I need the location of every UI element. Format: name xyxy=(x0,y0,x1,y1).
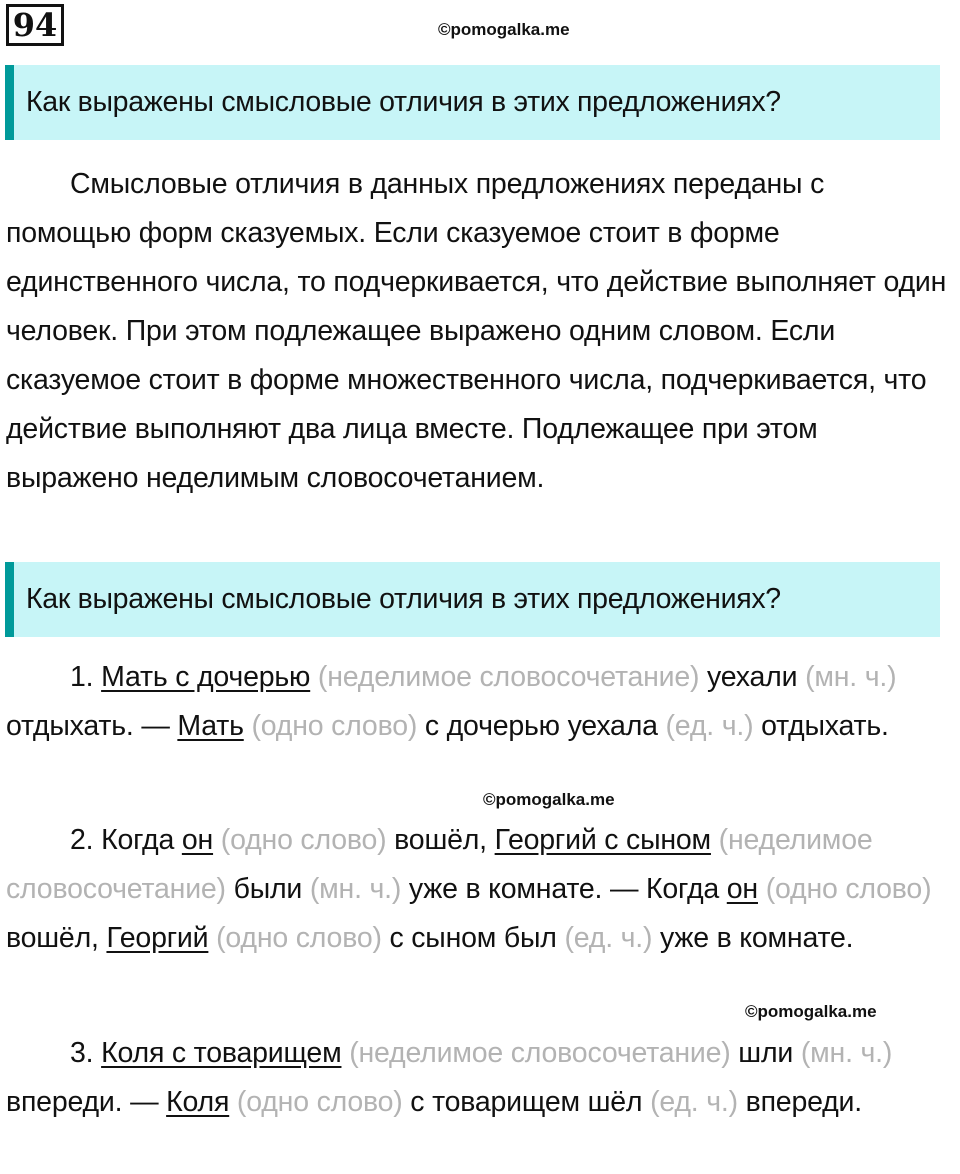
underlined-subject: Мать с дочерью xyxy=(101,661,311,693)
example-2 xyxy=(6,816,951,963)
gray-annotation: (одно слово) xyxy=(251,710,418,742)
sentence-text: с сыном был xyxy=(381,922,565,954)
sentence-text: уже в комнате. — Когда xyxy=(401,873,727,905)
sentence-text xyxy=(310,661,318,693)
question-heading: Как выражены смысловые отличия в этих предложениях? xyxy=(5,562,940,637)
sentence-text: отдыхать. — xyxy=(6,710,178,742)
underlined-subject: Коля xyxy=(166,1086,230,1118)
sentence-text: уже в комнате. xyxy=(652,922,854,954)
underlined-subject: Георгий с сыном xyxy=(494,824,711,856)
sentence-text: впереди. xyxy=(737,1086,862,1118)
sentence-text: уехали xyxy=(699,661,806,693)
sentence-text: впереди. — xyxy=(6,1086,167,1118)
example-1 xyxy=(6,653,951,751)
question-heading: Как выражены смысловые отличия в этих предложениях? xyxy=(5,65,940,140)
underlined-subject: он xyxy=(726,873,758,905)
sentence-text: вошёл, xyxy=(6,922,107,954)
gray-annotation: (мн. ч.) xyxy=(309,873,402,905)
gray-annotation: (неделимое словосочетание) xyxy=(6,824,873,905)
watermark: ©pomogalka.me xyxy=(745,1002,877,1021)
watermark: ©pomogalka.me xyxy=(483,790,615,809)
gray-annotation: (одно слово) xyxy=(216,922,382,954)
sentence-text: 1. xyxy=(70,661,102,693)
underlined-subject: Георгий xyxy=(106,922,209,954)
example-3 xyxy=(6,1029,951,1127)
gray-annotation: (одно слово) xyxy=(765,873,932,905)
sentence-text: с товарищем шёл xyxy=(402,1086,651,1118)
answer-paragraph: Смысловые отличия в данных предложениях переданы с помощью форм сказуемых. Если сказуемое стоит в форме единственного числа, то подчеркивается, что действие выполняет один человек. При этом подлежащее выражено одним словом. Если сказуемое стоит в форме множественного числа, подчеркивается, что действие выполняют два лица вместе. Подлежащее при этом выражено неделимым словосочетанием. xyxy=(6,168,947,494)
sentence-text: отдыхать. xyxy=(753,710,889,742)
sentence-text xyxy=(213,824,221,856)
sentence-text xyxy=(711,824,719,856)
sentence-text: вошёл, xyxy=(386,824,495,856)
gray-annotation: (мн. ч.) xyxy=(800,1037,893,1069)
gray-annotation: (неделимое словосочетание) xyxy=(349,1037,731,1069)
gray-annotation: (ед. ч.) xyxy=(564,922,653,954)
gray-annotation: (ед. ч.) xyxy=(665,710,754,742)
sentence-text: были xyxy=(225,873,310,905)
gray-annotation: (одно слово) xyxy=(236,1086,403,1118)
sentence-text: с дочерью уехала xyxy=(417,710,666,742)
page-number: 94 xyxy=(6,4,64,46)
sentence-text xyxy=(758,873,766,905)
sentence-text: 3. xyxy=(70,1037,102,1069)
watermark: ©pomogalka.me xyxy=(438,20,570,39)
gray-annotation: (неделимое словосочетание) xyxy=(317,661,700,693)
sentence-text xyxy=(229,1086,237,1118)
underlined-subject: он xyxy=(181,824,214,856)
sentence-text xyxy=(208,922,216,954)
underlined-subject: Коля с товарищем xyxy=(101,1037,342,1069)
gray-annotation: (мн. ч.) xyxy=(805,661,897,693)
gray-annotation: (одно слово) xyxy=(220,824,387,856)
sentence-text: шли xyxy=(730,1037,801,1069)
underlined-subject: Мать xyxy=(177,710,244,742)
sentence-text: 2. Когда xyxy=(70,824,182,856)
gray-annotation: (ед. ч.) xyxy=(650,1086,738,1118)
